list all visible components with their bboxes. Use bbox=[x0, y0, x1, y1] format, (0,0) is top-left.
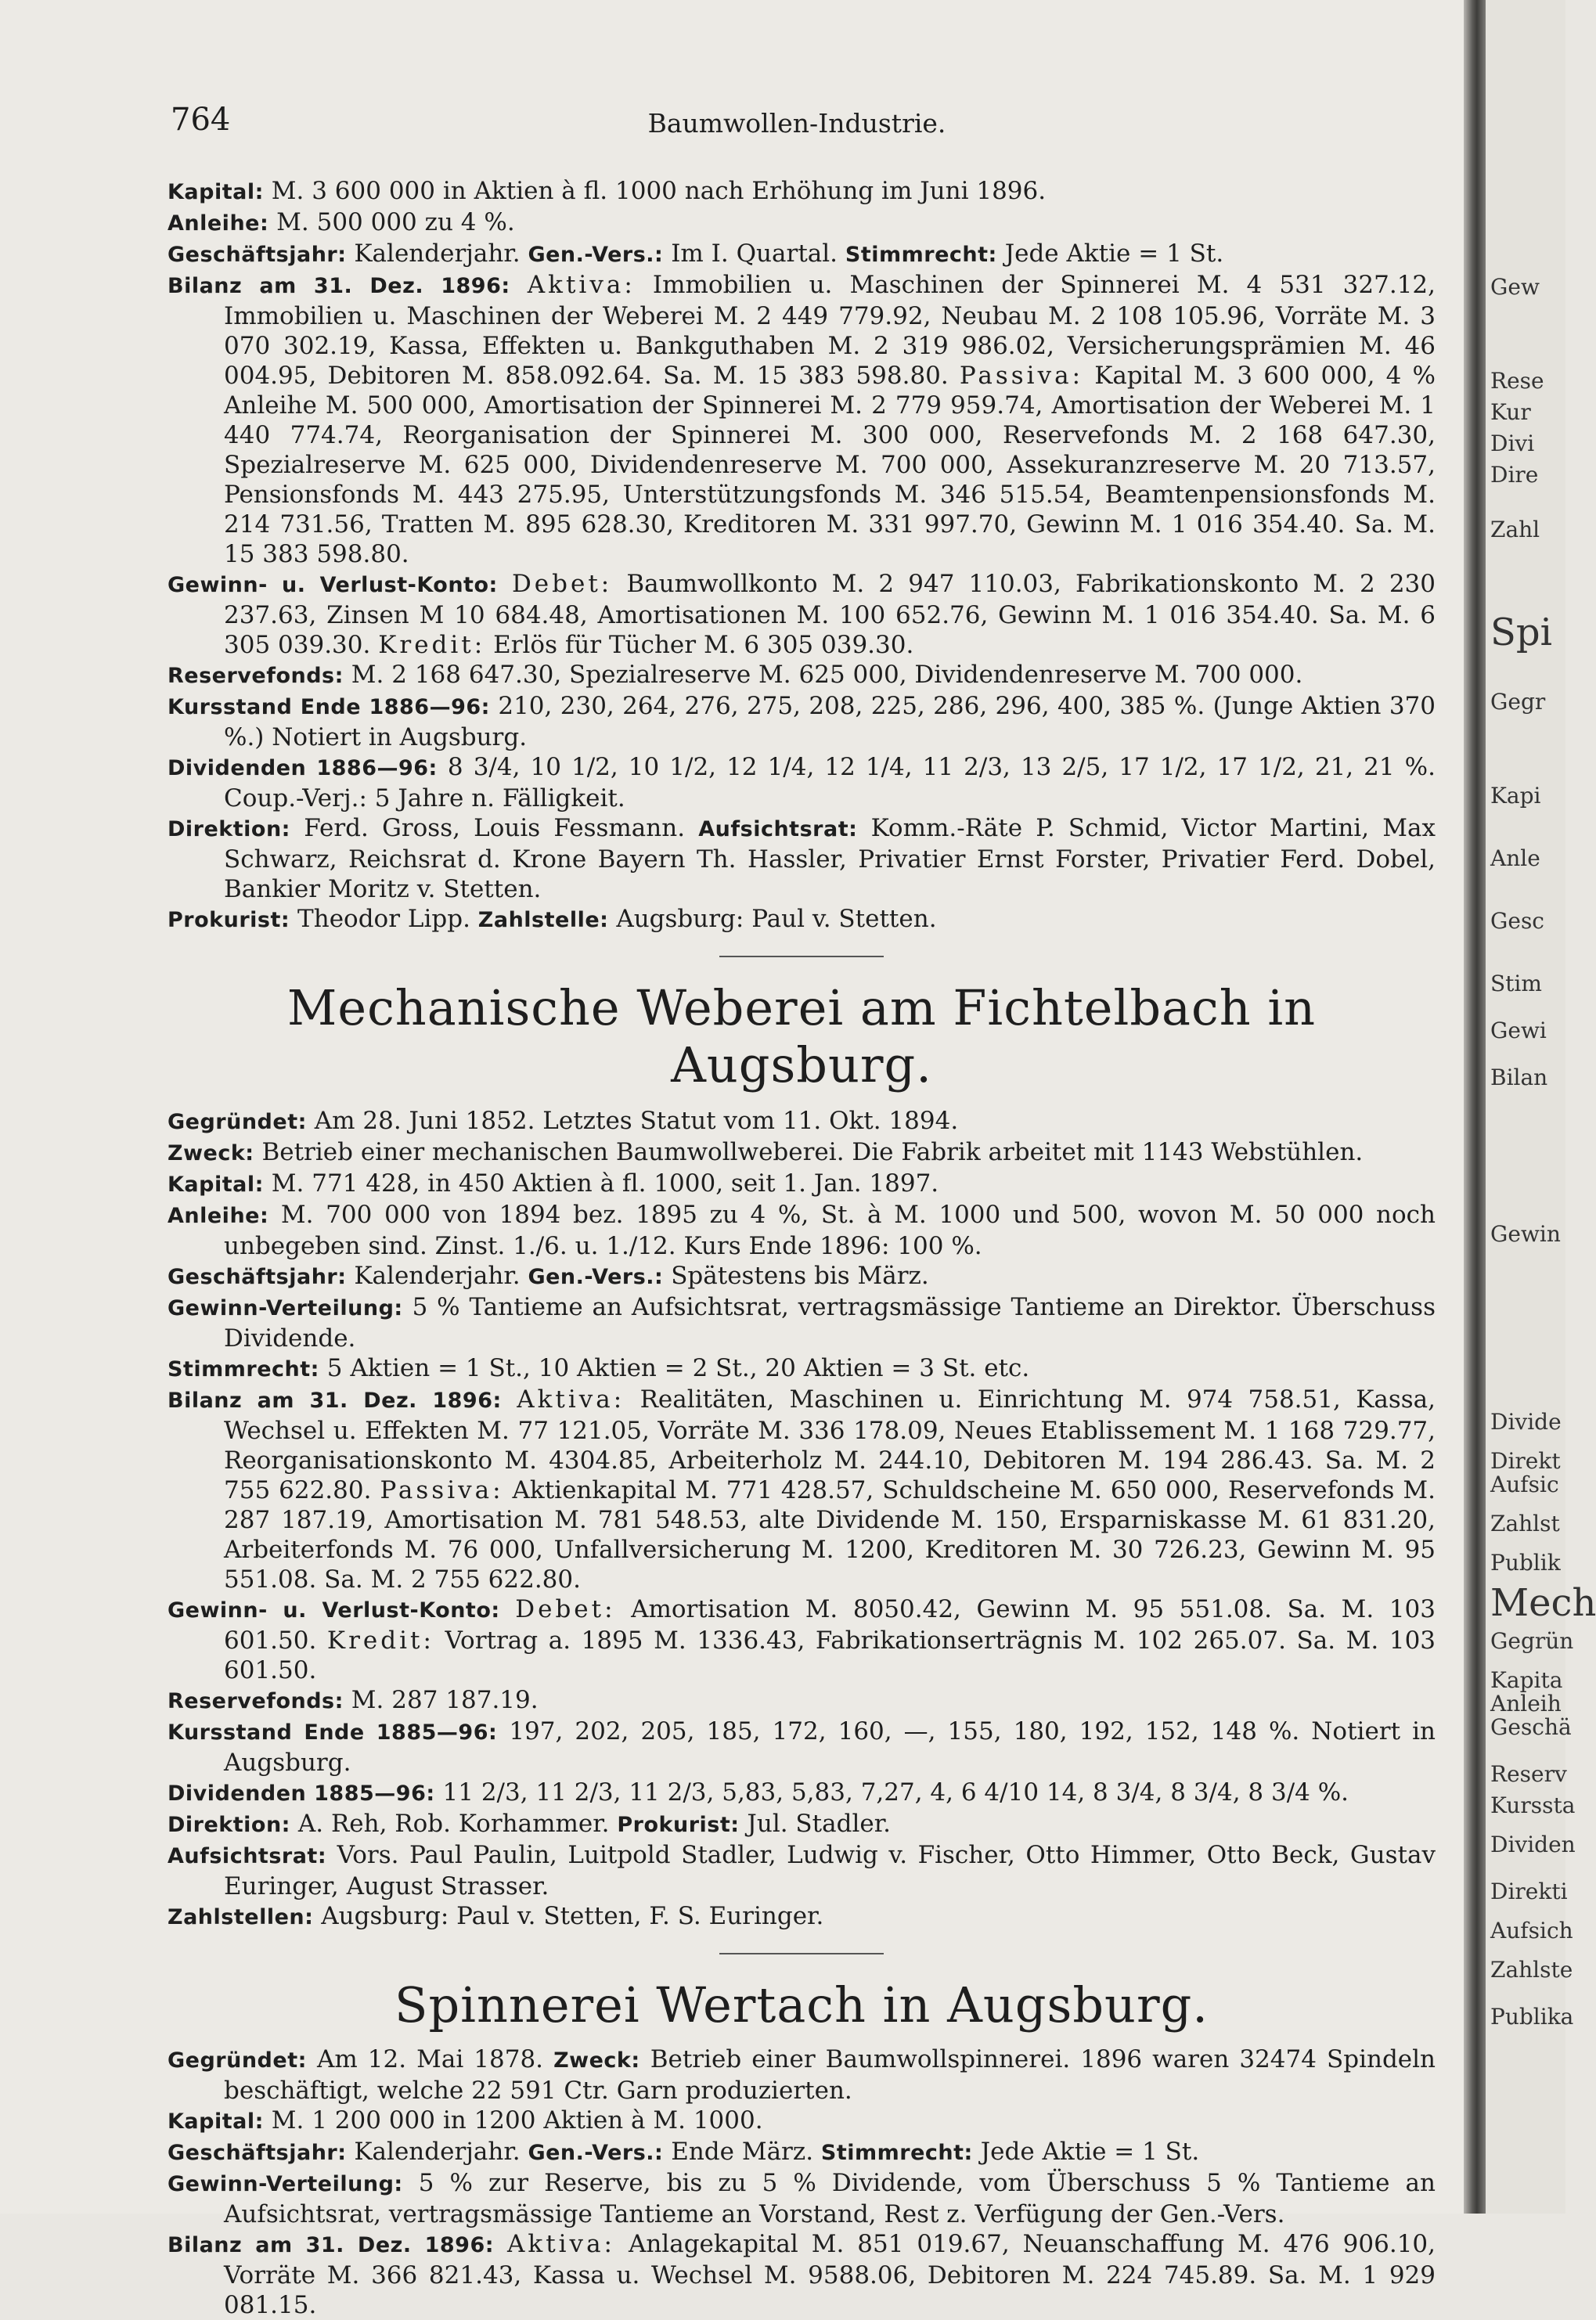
entry-text: 210, 230, 264, 276, 275, 208, 225, 286, 296, 400, 385 %. (Junge Aktien 370 %.) Notiert in Augsburg. bbox=[224, 692, 1436, 751]
adjacent-page-fragment: Publik bbox=[1490, 1550, 1561, 1576]
adjacent-page-fragment: Kur bbox=[1490, 399, 1531, 425]
entry-label: Bilanz am 31. Dez. 1896: bbox=[168, 274, 510, 298]
entry-paragraph bbox=[168, 1385, 1436, 1594]
entry-text: Jede Aktie = 1 St. bbox=[980, 2138, 1200, 2166]
entry-label: Zahlstelle: bbox=[477, 908, 609, 932]
running-head: Baumwollen-Industrie. bbox=[647, 108, 946, 139]
entry-label: Reservefonds: bbox=[168, 664, 344, 688]
entry-label: Zahlstellen: bbox=[168, 1905, 314, 1929]
entry-text: Betrieb einer Baumwollspinnerei. 1896 waren 32474 Spindeln beschäftigt, welche 22 591 Ctr. Garn produzierten. bbox=[224, 2045, 1436, 2105]
entry-label: Reservefonds: bbox=[168, 1689, 344, 1713]
entry-label: Gegründet: bbox=[168, 2048, 307, 2073]
entry-text: 5 % Tantieme an Aufsichtsrat, vertragsmässige Tantieme an Direktor. Überschuss Dividende. bbox=[224, 1293, 1436, 1353]
entry-label: Stimmrecht: bbox=[845, 243, 997, 267]
entry-paragraph bbox=[168, 2137, 1436, 2168]
entry-text: M. 500 000 zu 4 %. bbox=[276, 208, 515, 236]
entry-label: Kapital: bbox=[168, 2109, 264, 2134]
entry-sublabel: Debet: bbox=[511, 570, 613, 598]
entry-paragraph bbox=[168, 1261, 1436, 1292]
entry-label: Gen.-Vers.: bbox=[528, 2141, 664, 2165]
entry-paragraph bbox=[168, 2106, 1436, 2137]
entry-text: Amortisation M. 8050.42, Gewinn M. 95 551.08. Sa. M. 103 601.50. bbox=[224, 1595, 1436, 1655]
entry-paragraph bbox=[168, 1200, 1436, 1261]
entry-text: M. 2 168 647.30, Spezialreserve M. 625 000, Dividendenreserve M. 700 000. bbox=[351, 661, 1303, 689]
text-column bbox=[168, 176, 1436, 2320]
adjacent-page-fragment: Gegrün bbox=[1490, 1628, 1574, 1654]
entry-label: Kursstand Ende 1886—96: bbox=[168, 695, 490, 719]
entry-text: 11 2/3, 11 2/3, 11 2/3, 5,83, 5,83, 7,27, 4, 6 4/10 14, 8 3/4, 8 3/4, 8 3/4 %. bbox=[442, 1778, 1349, 1807]
adjacent-page-fragment: Zahl bbox=[1490, 517, 1540, 542]
entry-paragraph bbox=[168, 270, 1436, 569]
entry-paragraph bbox=[168, 1901, 1436, 1933]
entry-label: Bilanz am 31. Dez. 1896: bbox=[168, 1389, 502, 1413]
entry-text: M. 1 200 000 in 1200 Aktien à M. 1000. bbox=[271, 2106, 763, 2134]
entry-sublabel: Passiva: bbox=[959, 362, 1084, 390]
entry-sublabel: Debet: bbox=[515, 1595, 616, 1623]
entry-text: Augsburg: Paul v. Stetten, F. S. Euringer. bbox=[321, 1902, 824, 1930]
entry-text: 8 3/4, 10 1/2, 10 1/2, 12 1/4, 12 1/4, 11 2/3, 13 2/5, 17 1/2, 17 1/2, 21, 21 %. Coup.-Verj.: 5 Jahre n. Fälligkeit. bbox=[224, 753, 1436, 812]
adjacent-page-fragment: Gesc bbox=[1490, 908, 1544, 934]
entry-text: Im I. Quartal. bbox=[671, 240, 838, 268]
adjacent-page-fragment: Dire bbox=[1490, 462, 1539, 488]
adjacent-page-fragment: Kapita bbox=[1490, 1667, 1563, 1693]
entry-paragraph bbox=[168, 1292, 1436, 1353]
adjacent-page-fragment: Mech bbox=[1490, 1581, 1596, 1625]
entry-text: 197, 202, 205, 185, 172, 160, —, 155, 180, 192, 152, 148 %. Notiert in Augsburg. bbox=[224, 1717, 1436, 1777]
entry-paragraph bbox=[168, 904, 1436, 935]
entry-text: Kalenderjahr. bbox=[354, 1262, 521, 1290]
entry-text: Aktienkapital M. 771 428.57, Schuldscheine M. 650 000, Reservefonds M. 287 187.19, Amortisation M. 781 548.53, alte Dividende M. 150, Ersparniskasse M. 61 831.20, Arbeiterfonds M. 76 000, Unfallversicherung M. 1200, Kreditoren M. 30 726.23, Gewinn M. 95 551.08. Sa. M. 2 755 622.80. bbox=[224, 1476, 1436, 1594]
adjacent-page-fragment: Divi bbox=[1490, 430, 1535, 456]
adjacent-page-fragment: Zahlste bbox=[1490, 1957, 1573, 1983]
adjacent-page-fragment: Stim bbox=[1490, 971, 1542, 996]
entry-sublabel: Aktiva: bbox=[527, 271, 636, 299]
entry-paragraph bbox=[168, 207, 1436, 239]
entry-paragraph bbox=[168, 2229, 1436, 2320]
entry-paragraph bbox=[168, 1137, 1436, 1169]
adjacent-page-fragment: Direkti bbox=[1490, 1879, 1568, 1904]
entry-paragraph bbox=[168, 569, 1436, 660]
adjacent-page-fragment: Direkt bbox=[1490, 1448, 1561, 1474]
entry-paragraph bbox=[168, 2044, 1436, 2106]
adjacent-page-fragment: Spi bbox=[1490, 611, 1552, 654]
entry-text: Betrieb einer mechanischen Baumwollweberei. Die Fabrik arbeitet mit 1143 Webstühlen. bbox=[261, 1138, 1364, 1166]
entry-text: Kalenderjahr. bbox=[354, 2138, 521, 2166]
entry-paragraph bbox=[168, 1685, 1436, 1717]
entry-paragraph bbox=[168, 1840, 1436, 1901]
entry-paragraph bbox=[168, 1717, 1436, 1778]
entry-sublabel: Aktiva: bbox=[507, 2230, 615, 2258]
entry-label: Geschäftsjahr: bbox=[168, 1265, 347, 1289]
entry-text: Kapital M. 3 600 000, 4 % Anleihe M. 500 000, Amortisation der Spinnerei M. 2 779 959.74, Amortisation der Weberei M. 1 440 774.74, Reorganisation der Spinnerei M. 300 000, Reservefonds M. 2 168 647.30, Spezialreserve M. 625 000, Dividendenreserve M. 700 000, Assekuranzreserve M. 20 713.57, Pensionsfonds M. 443 275.95, Unterstützungsfonds M. 346 515.54, Beamtenpensionsfonds M. 214 731.56, Tratten M. 895 628.30, Kreditoren M. 331 997.70, Gewinn M. 1 016 354.40. Sa. M. 15 383 598.80. bbox=[224, 362, 1436, 568]
entry-label: Gewinn-Verteilung: bbox=[168, 2172, 403, 2196]
section-title: Mechanische Weberei am Fichtelbach in Augsburg. bbox=[286, 979, 1317, 1093]
entry-text: Am 12. Mai 1878. bbox=[316, 2045, 544, 2073]
entry-paragraph bbox=[168, 2168, 1436, 2229]
page-header bbox=[171, 102, 1423, 141]
entry-text: Ferd. Gross, Louis Fessmann. bbox=[304, 814, 686, 842]
entry-paragraph bbox=[168, 1778, 1436, 1809]
entry-label: Gewinn- u. Verlust-Konto: bbox=[168, 573, 498, 597]
entry-label: Zweck: bbox=[553, 2048, 640, 2073]
entry-label: Gen.-Vers.: bbox=[528, 1265, 664, 1289]
entry-label: Stimmrecht: bbox=[820, 2141, 973, 2165]
adjacent-page-fragment: Divide bbox=[1490, 1409, 1562, 1435]
entry-paragraph bbox=[168, 1353, 1436, 1385]
entry-label: Anleihe: bbox=[168, 211, 269, 236]
entry-label: Dividenden 1886—96: bbox=[168, 756, 438, 780]
entry-paragraph bbox=[168, 813, 1436, 904]
entry-text: Immobilien u. Maschinen der Spinnerei M. 4 531 327.12, Immobilien u. Maschinen der Weberei M. 2 449 779.92, Neubau M. 2 108 105.96, Vorräte M. 3 070 302.19, Kassa, Effekten u. Bankguthaben M. 2 319 986.02, Versicherungsprämien M. 46 004.95, Debitoren M. 858.092.64. Sa. M. 15 383 598.80. bbox=[224, 271, 1436, 390]
entry-label: Prokurist: bbox=[617, 1813, 740, 1837]
entry-text: Jul. Stadler. bbox=[747, 1810, 891, 1838]
entry-text: Spätestens bis März. bbox=[671, 1262, 929, 1290]
adjacent-page-fragment: Aufsic bbox=[1490, 1472, 1559, 1497]
entry-label: Kursstand Ende 1885—96: bbox=[168, 1720, 498, 1745]
section-divider bbox=[719, 956, 884, 957]
entry-paragraph bbox=[168, 239, 1436, 270]
entry-label: Gewinn- u. Verlust-Konto: bbox=[168, 1598, 500, 1623]
adjacent-page-fragment: Zahlst bbox=[1490, 1511, 1560, 1536]
entry-label: Kapital: bbox=[168, 180, 264, 204]
entry-sublabel: Kredit: bbox=[326, 1627, 434, 1655]
section-title: Spinnerei Wertach in Augsburg. bbox=[394, 1976, 1209, 2034]
entry-sublabel: Kredit: bbox=[378, 631, 486, 659]
entry-text: Kalenderjahr. bbox=[354, 240, 521, 268]
entry-label: Anleihe: bbox=[168, 1204, 269, 1228]
entry-text: M. 3 600 000 in Aktien à fl. 1000 nach Erhöhung im Juni 1896. bbox=[271, 177, 1047, 205]
entry-label: Zweck: bbox=[168, 1141, 254, 1165]
entry-sublabel: Aktiva: bbox=[517, 1385, 625, 1414]
page-number: 764 bbox=[171, 102, 231, 138]
entry-text: A. Reh, Rob. Korhammer. bbox=[297, 1810, 610, 1838]
entry-label: Dividenden 1885—96: bbox=[168, 1781, 435, 1806]
entry-text: Vortrag a. 1895 M. 1336.43, Fabrikationserträgnis M. 102 265.07. Sa. M. 103 601.50. bbox=[224, 1627, 1436, 1684]
adjacent-page-fragment: Gew bbox=[1490, 274, 1540, 300]
entry-text: Vors. Paul Paulin, Luitpold Stadler, Ludwig v. Fischer, Otto Himmer, Otto Beck, Gustav Euringer, August Strasser. bbox=[224, 1841, 1436, 1900]
entry-label: Gegründet: bbox=[168, 1110, 307, 1134]
adjacent-page-fragment: Bilan bbox=[1490, 1065, 1548, 1090]
entry-sublabel: Passiva: bbox=[380, 1476, 504, 1504]
continued-entry bbox=[168, 176, 1436, 935]
entry-paragraph bbox=[168, 660, 1436, 691]
entry-text: M. 771 428, in 450 Aktien à fl. 1000, seit 1. Jan. 1897. bbox=[271, 1169, 939, 1198]
adjacent-page-fragment: Anleih bbox=[1490, 1691, 1562, 1717]
entry-paragraph bbox=[168, 1106, 1436, 1137]
entry-text: Erlös für Tücher M. 6 305 039.30. bbox=[493, 631, 914, 659]
entry-label: Geschäftsjahr: bbox=[168, 2141, 347, 2165]
entry-text: M. 700 000 von 1894 bez. 1895 zu 4 %, St. à M. 1000 und 500, wovon M. 50 000 noch unbegeben sind. Zinst. 1./6. u. 1./12. Kurs Ende 1896: 100 %. bbox=[224, 1201, 1436, 1260]
entry-paragraph bbox=[168, 752, 1436, 813]
entry-label: Aufsichtsrat: bbox=[698, 817, 858, 841]
entry-text: Anlagekapital M. 851 019.67, Neuanschaffung M. 476 906.10, Vorräte M. 366 821.43, Kassa u. Wechsel M. 9588.06, Debitoren M. 224 745.89. Sa. M. 1 929 081.15. bbox=[224, 2230, 1436, 2319]
entry-label: Gen.-Vers.: bbox=[528, 243, 664, 267]
entry-text: Augsburg: Paul v. Stetten. bbox=[616, 905, 937, 933]
entry-text: Komm.-Räte P. Schmid, Victor Martini, Max Schwarz, Reichsrat d. Krone Bayern Th. Hassler, Privatier Ernst Forster, Privatier Ferd. Dobel, Bankier Moritz v. Stetten. bbox=[224, 814, 1436, 903]
entry-label: Prokurist: bbox=[168, 908, 290, 932]
entry-paragraph bbox=[168, 1169, 1436, 1200]
entry-text: 5 % zur Reserve, bis zu 5 % Dividende, vom Überschuss 5 % Tantieme an Aufsichtsrat, vertragsmässige Tantieme an Vorstand, Rest z. Verfügung der Gen.-Vers. bbox=[224, 2169, 1436, 2228]
adjacent-page-fragment: Gewi bbox=[1490, 1018, 1547, 1043]
adjacent-page-fragment: Gewin bbox=[1490, 1221, 1561, 1247]
entry-paragraph bbox=[168, 1809, 1436, 1840]
entry-paragraph bbox=[168, 691, 1436, 752]
entry-label: Gewinn-Verteilung: bbox=[168, 1296, 403, 1320]
adjacent-page-fragment: Geschä bbox=[1490, 1714, 1572, 1740]
entry-text: Ende März. bbox=[671, 2138, 814, 2166]
entry-text: 5 Aktien = 1 St., 10 Aktien = 2 St., 20 Aktien = 3 St. etc. bbox=[326, 1354, 1030, 1382]
book-gutter bbox=[1464, 0, 1486, 2214]
adjacent-page-edge bbox=[1486, 0, 1596, 2214]
entry-text: Theodor Lipp. bbox=[297, 905, 470, 933]
adjacent-page-fragment: Reserv bbox=[1490, 1761, 1567, 1787]
entry-text: Realitäten, Maschinen u. Einrichtung M. 974 758.51, Kassa, Wechsel u. Effekten M. 77 121.05, Vorräte M. 336 178.09, Neues Etablissement M. 1 168 729.77, Reorganisationskonto M. 4304.85, Arbeiterholz M. 244.10, Debitoren M. 194 286.43. Sa. M. 2 755 622.80. bbox=[224, 1385, 1436, 1504]
adjacent-page-fragment: Kapi bbox=[1490, 783, 1541, 809]
entry-paragraph bbox=[168, 1594, 1436, 1685]
entry-label: Bilanz am 31. Dez. 1896: bbox=[168, 2233, 495, 2257]
adjacent-page-fragment: Aufsich bbox=[1490, 1918, 1573, 1944]
entry-label: Aufsichtsrat: bbox=[168, 1844, 327, 1868]
adjacent-page-fragment: Rese bbox=[1490, 368, 1544, 394]
adjacent-page-fragment: Gegr bbox=[1490, 689, 1546, 715]
entry-label: Direktion: bbox=[168, 817, 290, 841]
entry-paragraph bbox=[168, 176, 1436, 207]
adjacent-page-fragment: Publika bbox=[1490, 2004, 1574, 2030]
adjacent-page-fragment: Kurssta bbox=[1490, 1792, 1576, 1818]
adjacent-page-fragment: Dividen bbox=[1490, 1832, 1576, 1857]
section-divider bbox=[719, 1953, 884, 1954]
company-entry-fichtelbach bbox=[168, 1106, 1436, 1933]
entry-text: M. 287 187.19. bbox=[351, 1686, 539, 1714]
entry-text: Baumwollkonto M. 2 947 110.03, Fabrikationskonto M. 2 230 237.63, Zinsen M 10 684.48, Amortisationen M. 100 652.76, Gewinn M. 1 016 354.40. Sa. M. 6 305 039.30. bbox=[224, 570, 1436, 659]
entry-label: Stimmrecht: bbox=[168, 1357, 319, 1382]
entry-label: Kapital: bbox=[168, 1173, 264, 1197]
adjacent-page-fragment: Anle bbox=[1490, 845, 1540, 871]
entry-label: Direktion: bbox=[168, 1813, 290, 1837]
entry-text: Jede Aktie = 1 St. bbox=[1004, 240, 1224, 268]
entry-label: Geschäftsjahr: bbox=[168, 243, 347, 267]
company-entry-wertach bbox=[168, 2044, 1436, 2320]
entry-text: Am 28. Juni 1852. Letztes Statut vom 11. Okt. 1894. bbox=[314, 1107, 959, 1135]
